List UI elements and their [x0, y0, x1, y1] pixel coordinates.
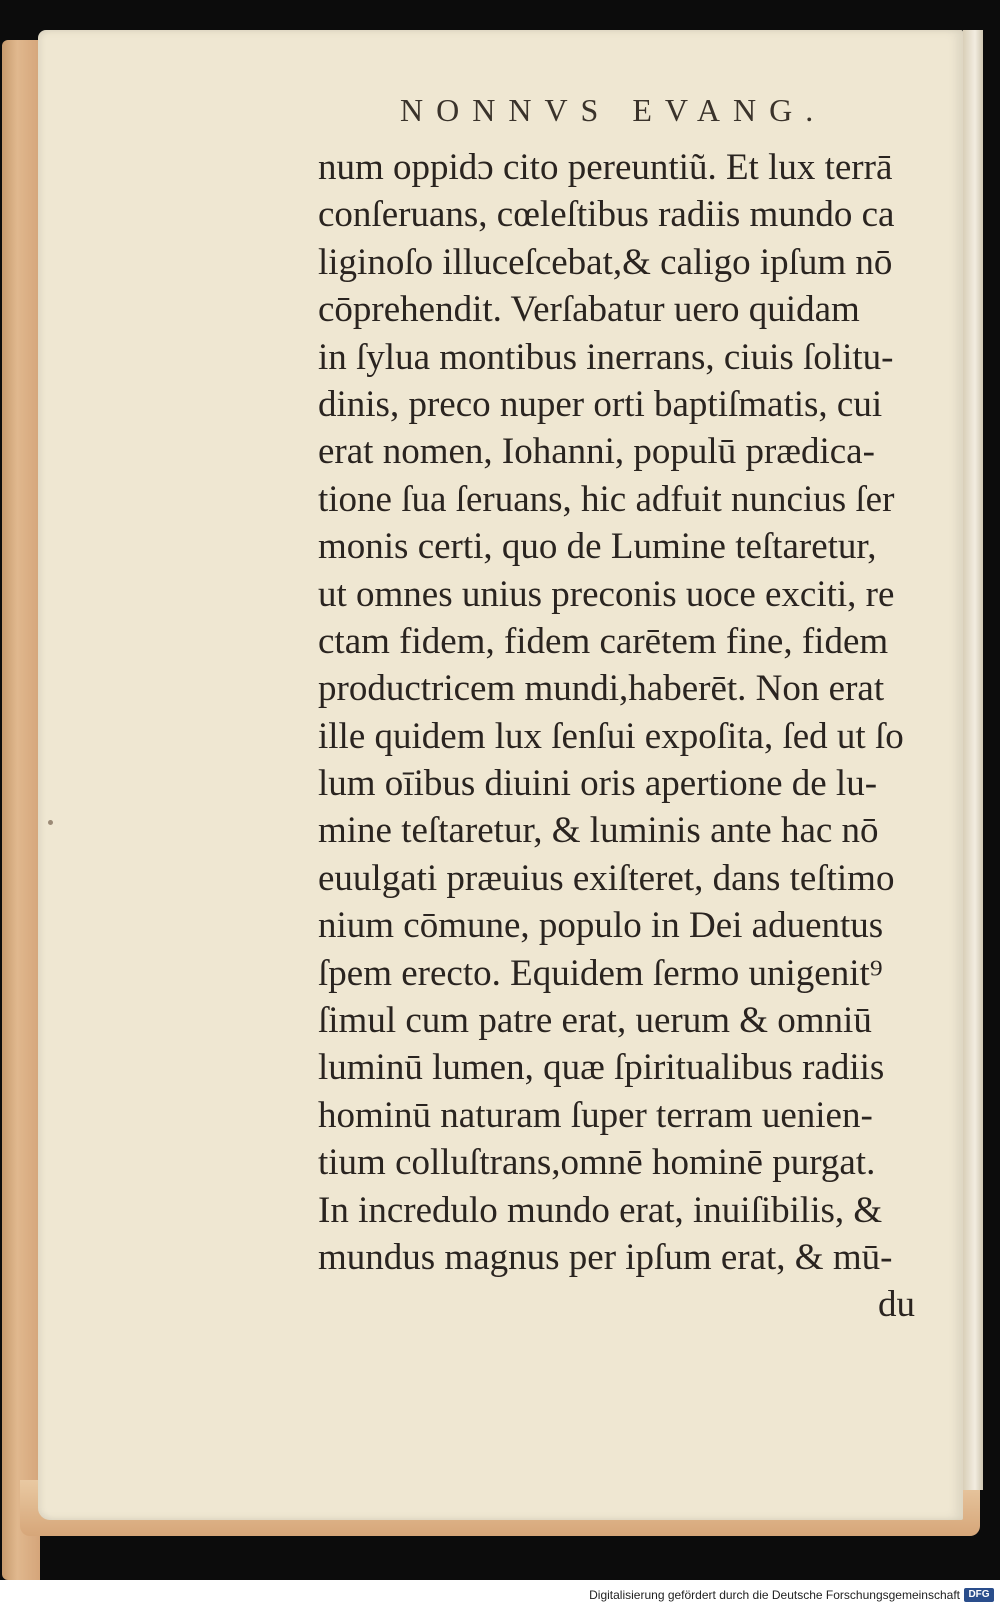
text-line: productricem mundi,haberēt. Non erat — [318, 668, 885, 710]
text-line: cōprehendit. Verſabatur uero quidam — [318, 289, 860, 331]
text-block — [318, 144, 958, 1329]
text-line: liginoſo illuceſcebat,& caligo ipſum nō — [318, 241, 893, 283]
text-line: conſeruans, cœleſtibus radiis mundo ca — [318, 194, 895, 236]
catchword: du — [878, 1284, 915, 1326]
text-line: erat nomen, Iohanni, populū prædica- — [318, 431, 875, 473]
text-line: ſpem erecto. Equidem ſermo unigenit⁹ — [318, 952, 883, 994]
text-line: In incredulo mundo erat, inuiſibilis, & — [318, 1189, 883, 1231]
text-line: ctam fidem, fidem carētem fine, fidem — [318, 620, 889, 662]
text-line: luminū lumen, quæ ſpiritualibus radiis — [318, 1047, 885, 1089]
text-line: ille quidem lux ſenſui expoſita, ſed ut ſo — [318, 715, 904, 757]
text-line: euulgati præuius exiſteret, dans teſtimo — [318, 857, 895, 899]
dfg-logo: DFG — [964, 1588, 994, 1602]
paper-speck — [48, 820, 53, 825]
text-line: mundus magnus per ipſum erat, & mū- — [318, 1236, 893, 1278]
text-line: lum oīibus diuini oris apertione de lu- — [318, 763, 878, 805]
text-line: ſimul cum patre erat, uerum & omniū — [318, 1000, 872, 1042]
text-line: tione ſua ſeruans, hic adfuit nuncius ſer — [318, 478, 895, 520]
running-head: NONNVS EVANG. — [400, 92, 827, 128]
text-line: tium colluſtrans,omnē hominē purgat. — [318, 1142, 876, 1184]
text-line: mine teſtaretur, & luminis ante hac nō — [318, 810, 879, 852]
page-right-edge — [963, 30, 983, 1490]
text-line: ut omnes unius preconis uoce exciti, re — [318, 573, 895, 615]
text-line: hominū naturam ſuper terram uenien- — [318, 1094, 873, 1136]
text-line: nium cōmune, populo in Dei aduentus — [318, 905, 884, 947]
funding-credit: Digitalisierung gefördert durch die Deutsche Forschungsgemeinschaft — [589, 1588, 960, 1602]
text-line: dinis, preco nuper orti baptiſmatis, cui — [318, 383, 883, 425]
text-line: num oppidɔ cito pereuntiũ. Et lux terrā — [318, 147, 893, 188]
text-line: monis certi, quo de Lumine teſtaretur, — [318, 526, 877, 568]
book-edge-left — [2, 40, 40, 1580]
text-line: in ſylua montibus inerrans, ciuis ſolitu- — [318, 336, 894, 378]
